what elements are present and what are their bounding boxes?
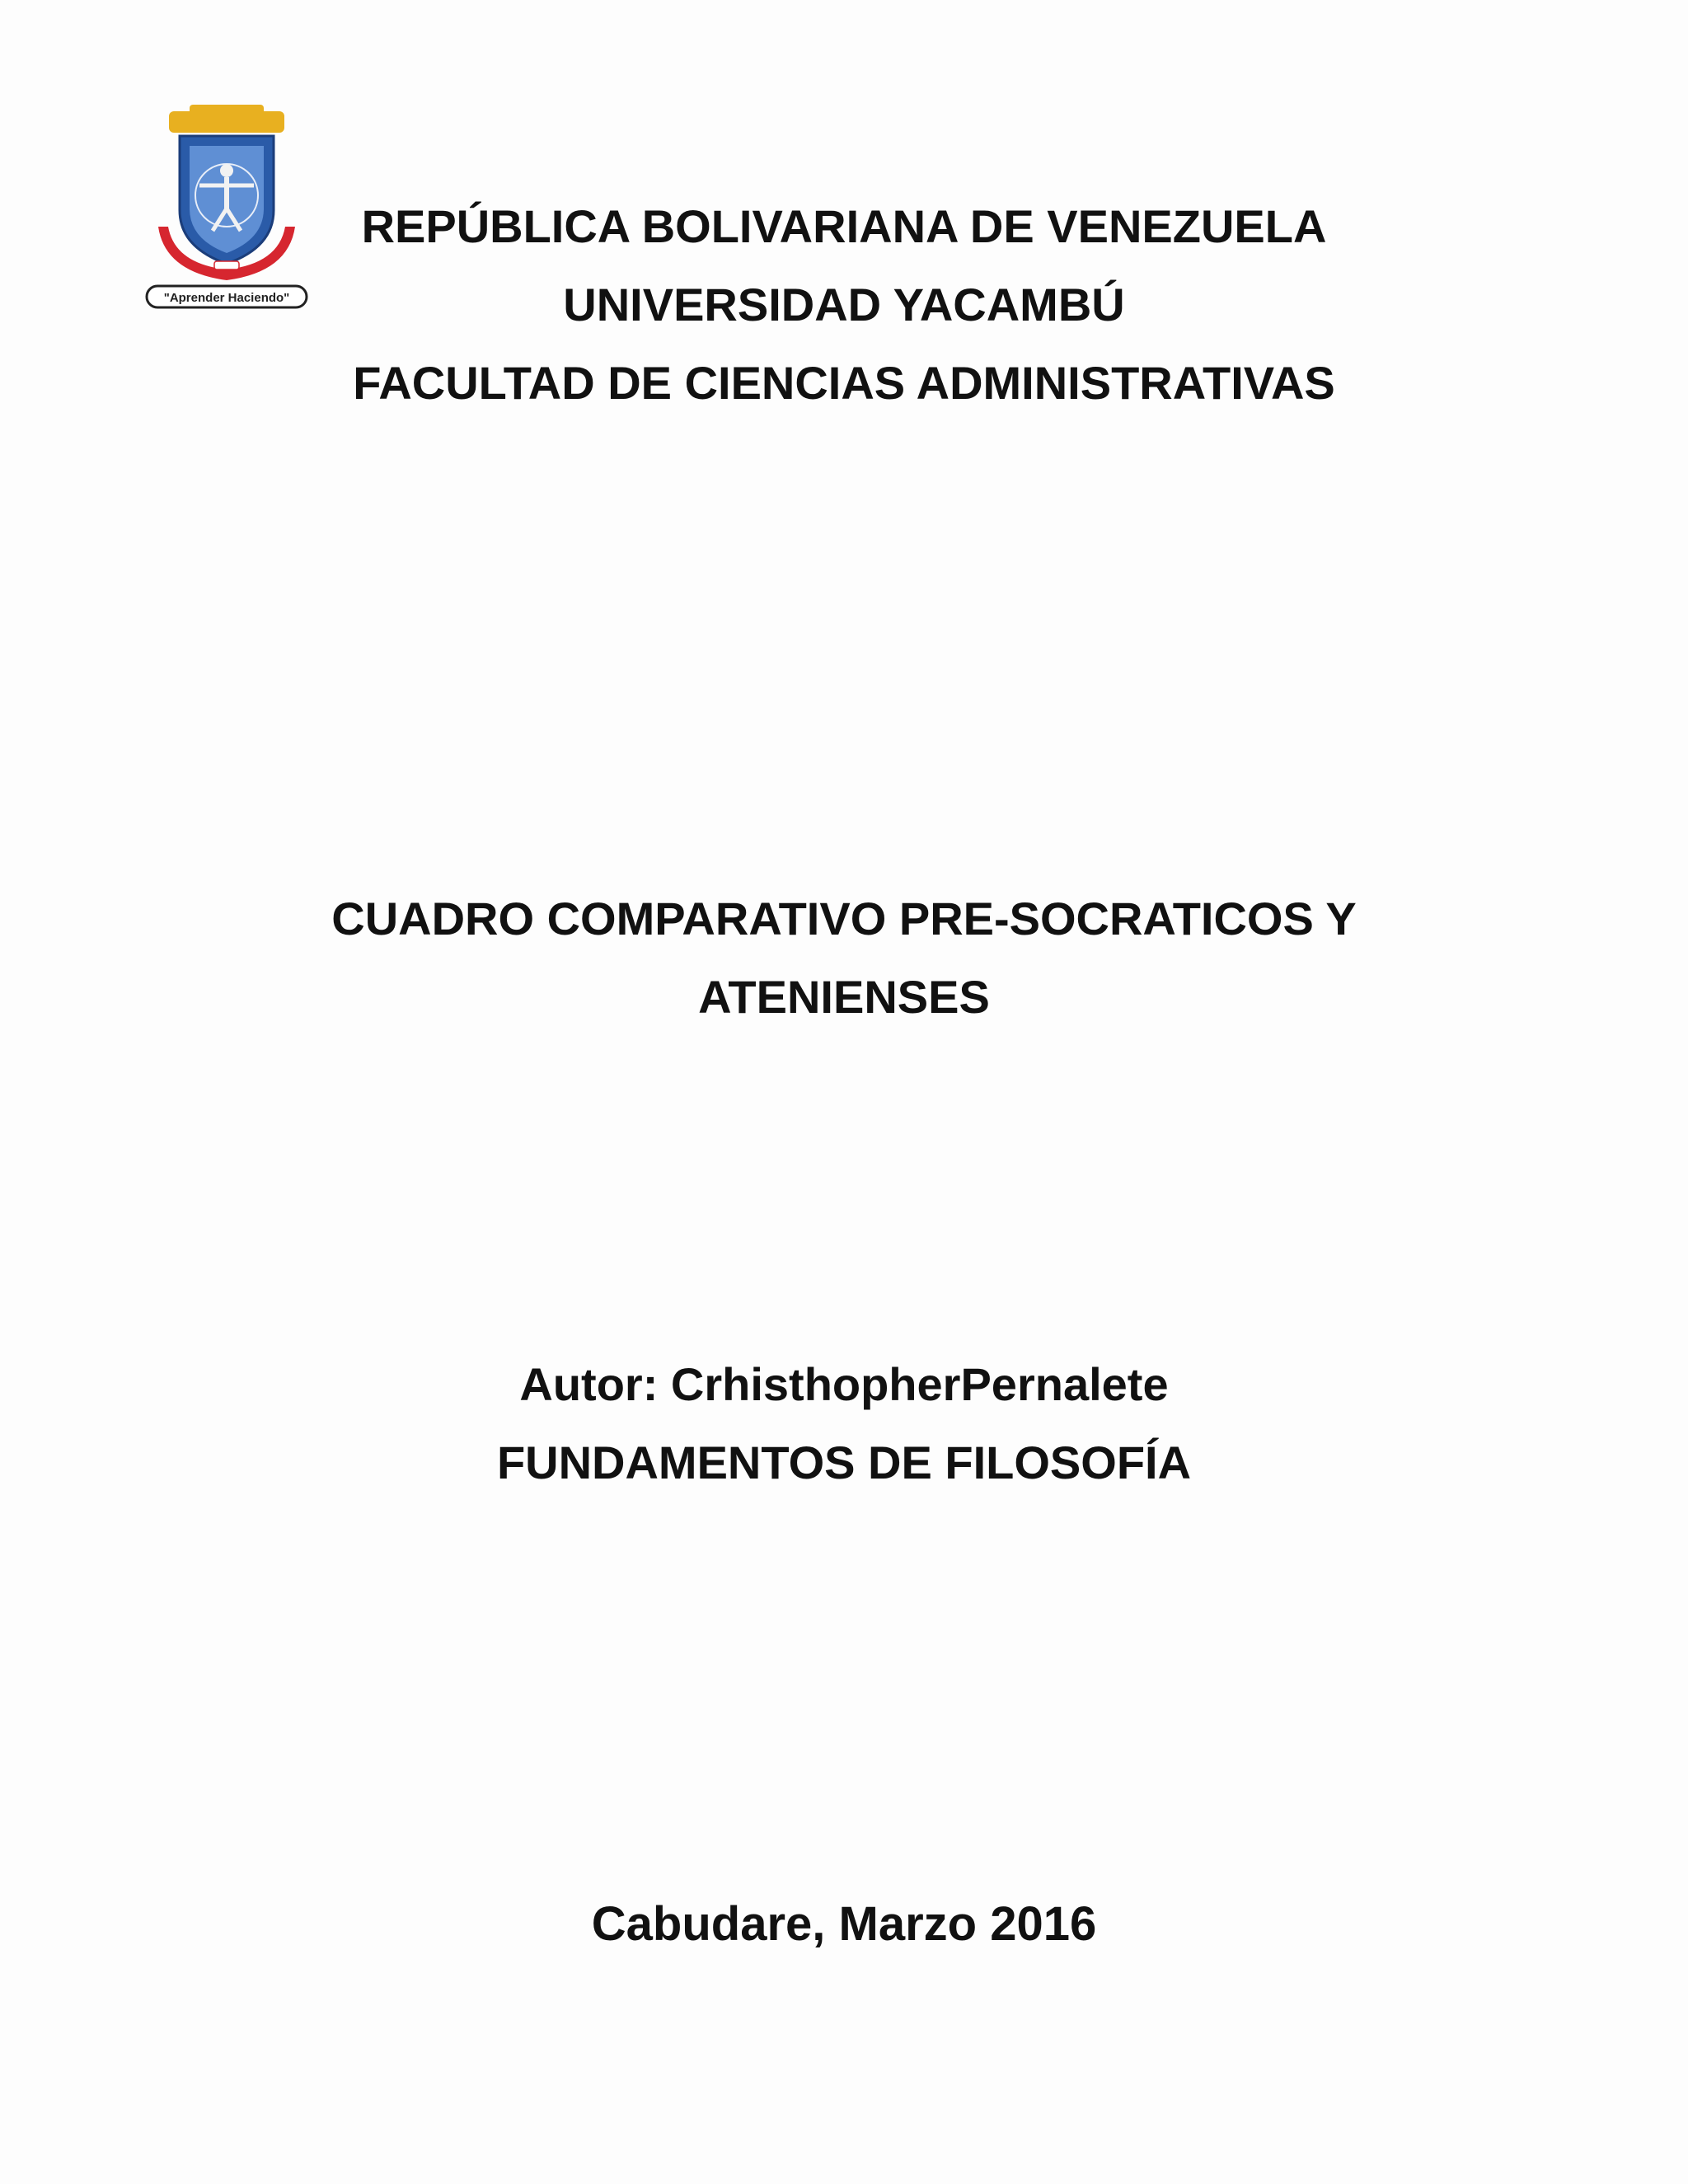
course-name: FUNDAMENTOS DE FILOSOFÍA: [496, 1436, 1192, 1488]
author-name: Autor: CrhisthopherPernalete: [519, 1358, 1169, 1410]
header-country: REPÚBLICA BOLIVARIANA DE VENEZUELA: [361, 200, 1327, 252]
header-faculty: FACULTAD DE CIENCIAS ADMINISTRATIVAS: [353, 357, 1335, 409]
document-title-line2: ATENIENSES: [698, 971, 990, 1023]
place-date: Cabudare, Marzo 2016: [591, 1897, 1097, 1951]
logo-motto: "Aprender Haciendo": [163, 291, 290, 305]
header-university: UNIVERSIDAD YACAMBÚ: [563, 279, 1125, 330]
document-title-line1: CUADRO COMPARATIVO PRE-SOCRATICOS Y: [331, 893, 1357, 944]
